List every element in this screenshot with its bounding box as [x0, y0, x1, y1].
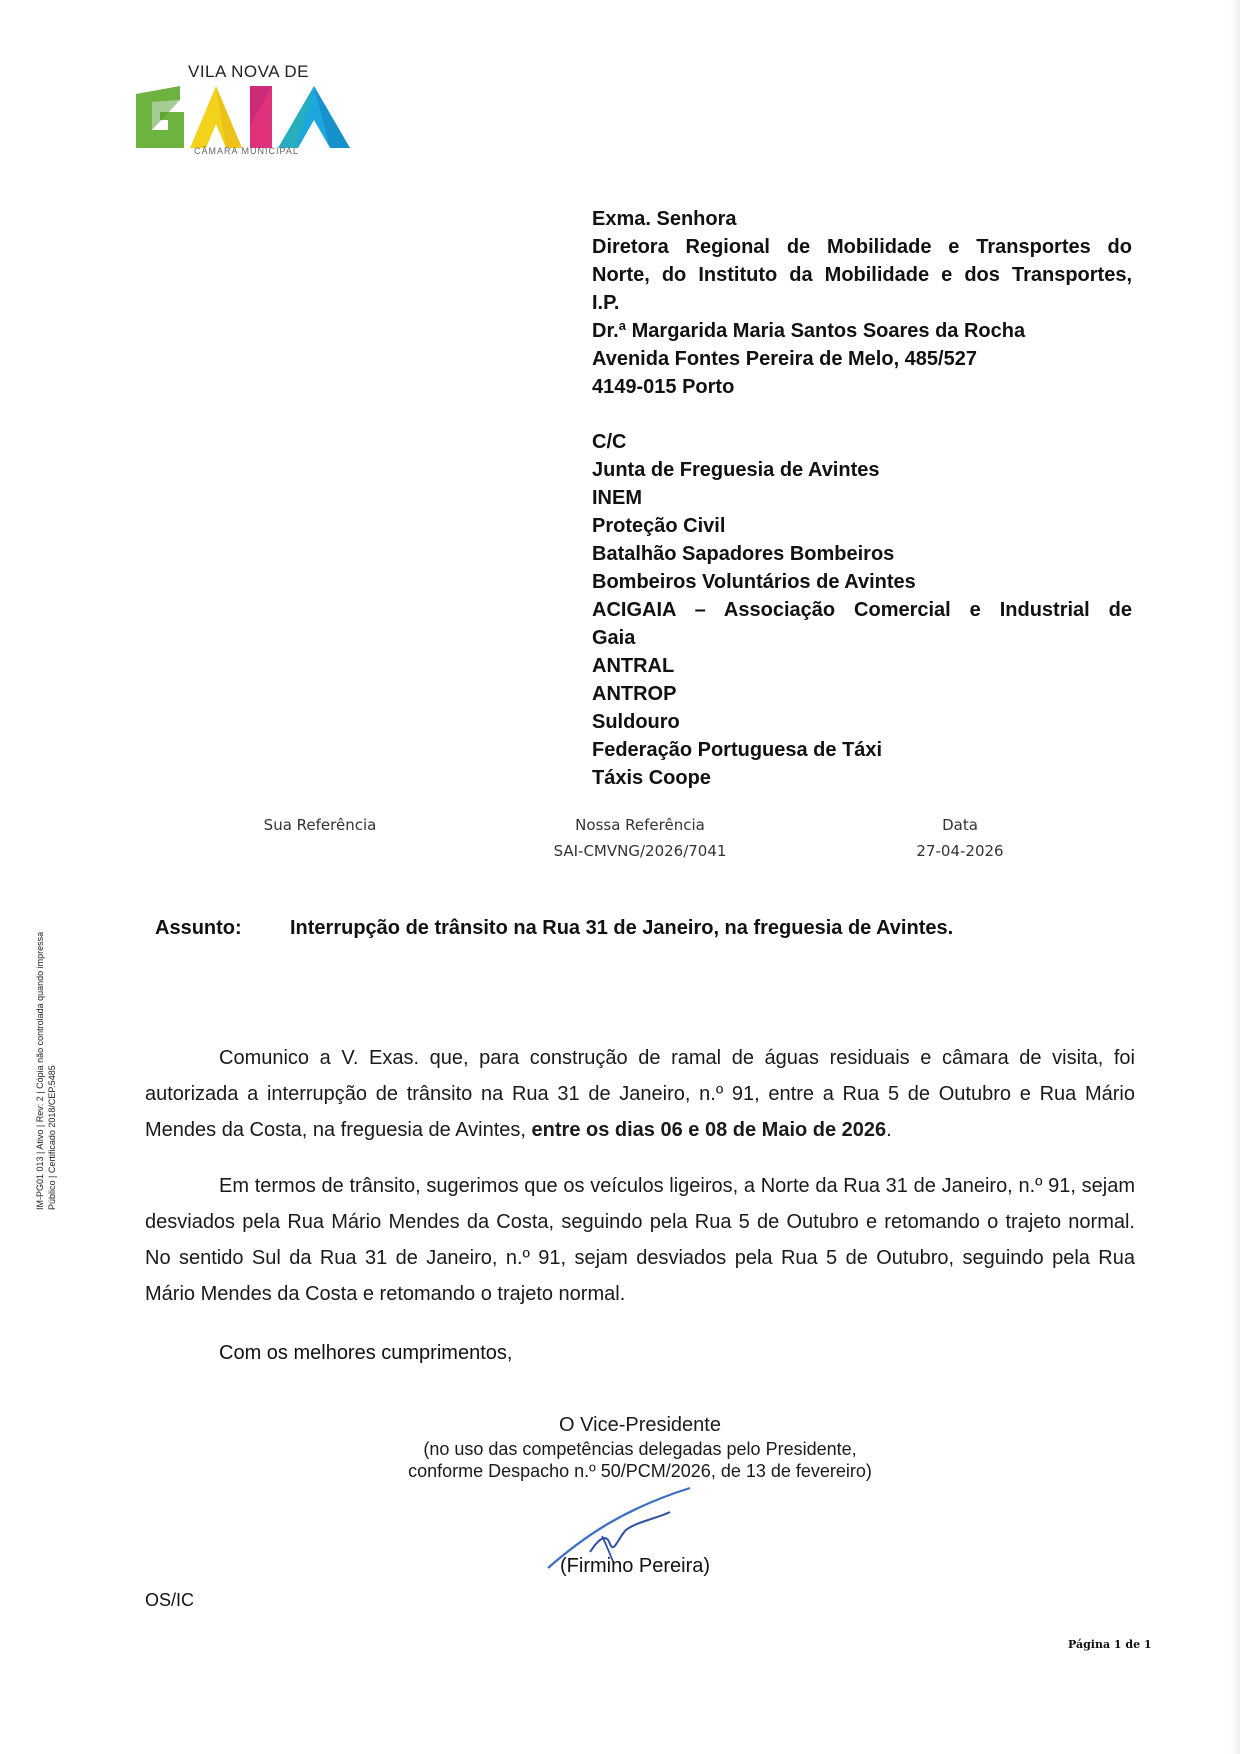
cc-line: C/C: [592, 431, 627, 453]
recipient-line: Exma. Senhora: [592, 208, 737, 230]
signature-delegation: (no uso das competências delegadas pelo Presidente,: [423, 1439, 857, 1459]
recipient-line: Dr.ª Margarida Maria Santos Soares da Rocha: [592, 320, 1026, 342]
cc-line: Junta de Freguesia de Avintes: [592, 459, 880, 481]
cc-line: Proteção Civil: [592, 515, 726, 537]
cc-line: INEM: [592, 487, 642, 509]
recipient-block: [592, 205, 1132, 792]
cc-line: ACIGAIA – Associação Comercial e Industrial de: [592, 599, 1132, 621]
recipient-line: I.P.: [592, 292, 620, 314]
recipient-line: Avenida Fontes Pereira de Melo, 485/527: [592, 348, 977, 370]
municipal-logo: [136, 62, 366, 162]
cc-line: Suldouro: [592, 711, 680, 733]
recipient-line: Diretora Regional de Mobilidade e Transportes do: [592, 236, 1132, 258]
side-note-line-1: IM-PG01 013 | Ativo | Rev: 2 | Cópia não controlada quando impressa: [35, 931, 45, 1210]
sua-referencia-label: Sua Referência: [263, 816, 377, 834]
signature-block: [380, 1412, 900, 1482]
page-number: Página 1 de 1: [1068, 1638, 1152, 1651]
cc-line: Gaia: [592, 627, 636, 649]
gaia-logo-mark: [136, 86, 366, 148]
page-edge-shadow: [1230, 0, 1240, 1754]
cc-line: Batalhão Sapadores Bombeiros: [592, 543, 895, 565]
closing-text: Com os melhores cumprimentos,: [219, 1342, 513, 1364]
author-initials: OS/IC: [145, 1590, 195, 1610]
recipient-line: 4149-015 Porto: [592, 376, 735, 398]
logo-top-text: VILA NOVA DE: [188, 62, 309, 81]
document-control-note: [34, 932, 58, 1210]
cc-line: ANTROP: [592, 683, 677, 705]
body-paragraph-2: Em termos de trânsito, sugerimos que os veículos ligeiros, a Norte da Rua 31 de Janeiro, n.º 91, sejam desviados pela Rua Mário Mendes da Costa, seguindo pela Rua 5 de Outubro e retomando o trajeto normal. No sentido Sul da Rua 31 de Janeiro, n.º 91, sejam desviados pela Rua 5 de Outubro, seguindo pela Rua Mário Mendes da Costa e retomando o trajeto normal.: [145, 1175, 1135, 1305]
cc-line: Táxis Coope: [592, 767, 711, 789]
cc-line: Federação Portuguesa de Táxi: [592, 739, 883, 761]
data-label: Data: [942, 816, 978, 834]
subject-text: Interrupção de trânsito na Rua 31 de Janeiro, na freguesia de Avintes.: [290, 917, 954, 939]
logo-bottom-text: CÂMARA MUNICIPAL: [194, 146, 299, 156]
data-value: 27-04-2026: [916, 842, 1004, 860]
body-paragraph-1: [145, 1040, 1135, 1148]
nossa-referencia-value: SAI-CMVNG/2026/7041: [553, 842, 727, 860]
nossa-referencia-label: Nossa Referência: [575, 816, 705, 834]
cc-line: ANTRAL: [592, 655, 675, 677]
body-paragraph-1-text: Comunico a V. Exas. que, para construção de ramal de águas residuais e câmara de visita, foi autorizada a interrupção de trânsito na Rua 31 de Janeiro, n.º 91, entre a Rua 5 de Outubro e Rua Mário Mendes da Costa, na freguesia de Avintes,: [145, 1047, 1135, 1141]
recipient-line: Norte, do Instituto da Mobilidade e dos Transportes,: [592, 264, 1132, 286]
body-paragraph-1-bold: entre os dias 06 e 08 de Maio de 2026: [531, 1119, 887, 1141]
side-note-line-2: Público | Certificado 2018/CEP.5485: [47, 1065, 57, 1210]
cc-line: Bombeiros Voluntários de Avintes: [592, 571, 916, 593]
body-paragraph-1-end: .: [886, 1119, 892, 1141]
subject-label: Assunto:: [155, 917, 242, 939]
letter-body: [145, 1040, 1135, 1312]
signature-despacho: conforme Despacho n.º 50/PCM/2026, de 13 de fevereiro): [408, 1461, 872, 1481]
signature-title: O Vice-Presidente: [559, 1414, 721, 1436]
signature-name: (Firmino Pereira): [560, 1555, 711, 1577]
